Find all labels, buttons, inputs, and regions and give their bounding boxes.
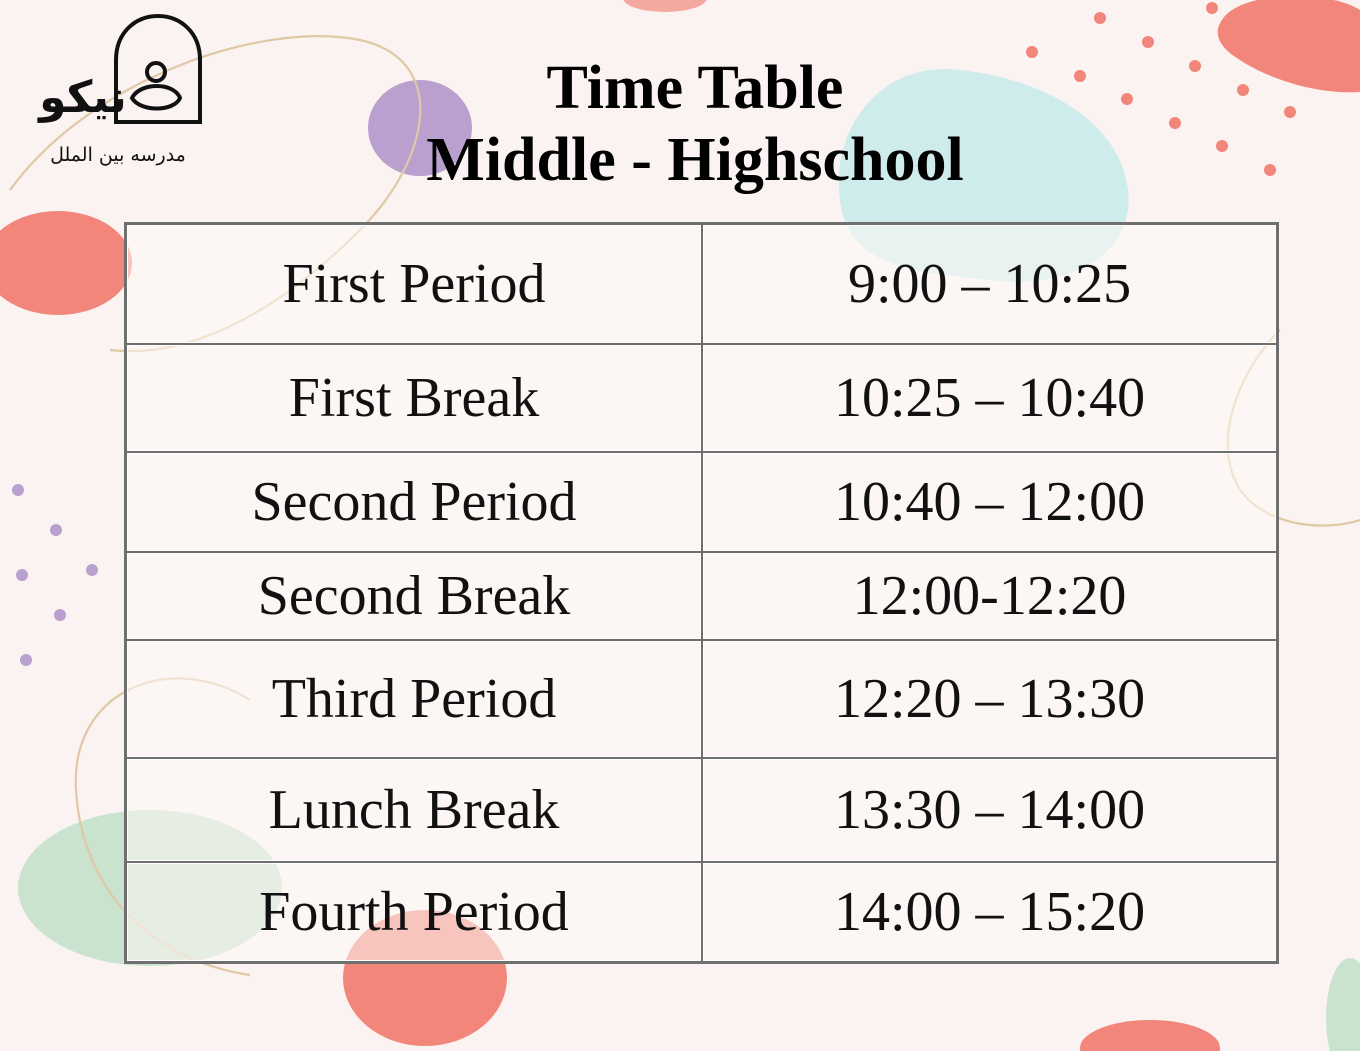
page-title (380, 52, 1010, 196)
table-row (126, 640, 1277, 758)
coral-blob-left (0, 211, 132, 315)
period-name-cell: First Period (126, 224, 702, 344)
table-row (126, 224, 1277, 344)
period-name-cell: First Break (126, 344, 702, 452)
mint-blob-bottom-right (1326, 958, 1360, 1051)
timetable (124, 222, 1279, 964)
period-name-cell: Second Period (126, 452, 702, 552)
table-row (126, 862, 1277, 962)
period-name-cell: Second Break (126, 552, 702, 640)
table-row (126, 552, 1277, 640)
period-name-cell: Lunch Break (126, 758, 702, 862)
period-name-cell: Fourth Period (126, 862, 702, 962)
period-time-cell: 13:30 – 14:00 (702, 758, 1277, 862)
period-time-cell: 10:25 – 10:40 (702, 344, 1277, 452)
table-row (126, 344, 1277, 452)
logo-name: نیکو (39, 72, 127, 123)
coral-blob-top (623, 0, 707, 12)
period-time-cell: 10:40 – 12:00 (702, 452, 1277, 552)
period-time-cell: 12:00-12:20 (702, 552, 1277, 640)
title-line-1: Time Table (546, 54, 844, 122)
table-row (126, 758, 1277, 862)
logo-tagline: مدرسه بین الملل (50, 144, 186, 166)
title-line-2: Middle - Highschool (426, 126, 964, 194)
coral-blob-bottom-right (1080, 1020, 1220, 1051)
period-time-cell: 14:00 – 15:20 (702, 862, 1277, 962)
period-time-cell: 9:00 – 10:25 (702, 224, 1277, 344)
period-name-cell: Third Period (126, 640, 702, 758)
school-logo (28, 12, 218, 172)
period-time-cell: 12:20 – 13:30 (702, 640, 1277, 758)
table-row (126, 452, 1277, 552)
lavender-dots (12, 484, 98, 666)
coral-blob-top-right (1218, 0, 1360, 92)
